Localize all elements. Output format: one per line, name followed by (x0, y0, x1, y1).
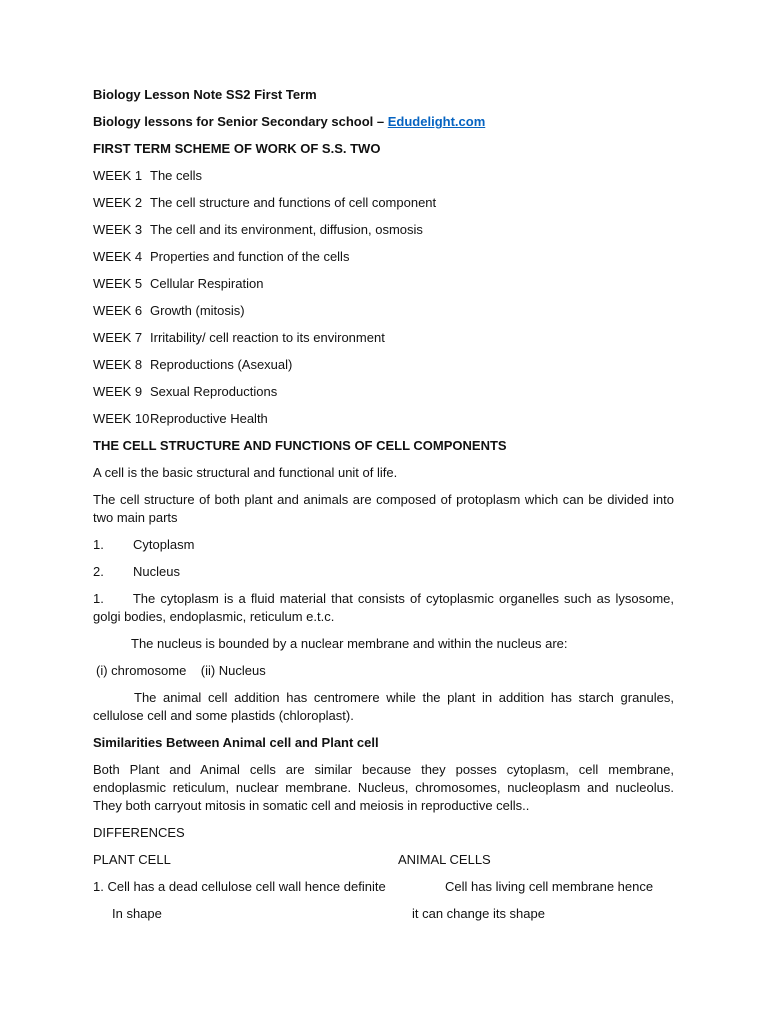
document-title: Biology Lesson Note SS2 First Term (93, 87, 317, 102)
week-topic: Sexual Reproductions (150, 384, 278, 399)
week-label: WEEK 1 (93, 168, 143, 183)
similarities-paragraph: Both Plant and Animal cells are similar because they posses cytoplasm, cell membrane, endoplasmic reticulum, nuclear membrane. Nucleus, chromosomes, nucleoplasm and nucleolus. They both carryout mitosis in somatic cell and meiosis in reproductive cells.. (93, 762, 674, 813)
week-topic: Cellular Respiration (150, 276, 264, 291)
week-label: WEEK 2 (93, 195, 143, 210)
structure-intro: The cell structure of both plant and animals are composed of protoplasm which can be divided into two main parts (93, 492, 674, 525)
plant-cell-difference: 1. Cell has a dead cellulose cell wall hence definite (93, 879, 386, 894)
subtitle-text: Biology lessons for Senior Secondary school – (93, 114, 388, 129)
week-topic: The cell and its environment, diffusion, osmosis (150, 222, 423, 237)
week-topic: Properties and function of the cells (150, 249, 350, 264)
animal-plant-paragraph: The animal cell addition has centromere while the plant in addition has starch granules, cellulose cell and some plastids (chloroplast). (93, 690, 674, 723)
week-row (93, 194, 674, 212)
differences-header-row (93, 851, 674, 869)
plant-cell-difference-continued: In shape (112, 906, 162, 921)
week-label: WEEK 9 (93, 384, 143, 399)
animal-cell-difference: Cell has living cell membrane hence (445, 879, 654, 894)
list-text: Nucleus (133, 564, 180, 579)
difference-row-continued (93, 905, 674, 923)
difference-row (93, 878, 674, 896)
week-label: WEEK 10 (93, 411, 150, 426)
week-row (93, 329, 674, 347)
week-label: WEEK 5 (93, 276, 143, 291)
cytoplasm-paragraph (93, 590, 674, 626)
list-text: Cytoplasm (133, 537, 195, 552)
scheme-list (93, 167, 674, 428)
document-subtitle (93, 113, 674, 131)
cell-definition: A cell is the basic structural and functional unit of life. (93, 465, 398, 480)
week-row (93, 383, 674, 401)
nucleus-items: (i) chromosome (ii) Nucleus (96, 663, 266, 678)
plant-cell-column-header: PLANT CELL (93, 852, 171, 867)
list-item (93, 536, 674, 554)
document-page (93, 86, 674, 923)
edudelight-link[interactable]: Edudelight.com (387, 114, 486, 129)
week-topic: Reproductive Health (150, 411, 268, 426)
week-row (93, 221, 674, 239)
cytoplasm-text: The cytoplasm is a fluid material that consists of cytoplasmic organelles such as lysosome, golgi bodies, endoplasmic, reticulum e.t.c. (93, 591, 674, 624)
week-topic: The cell structure and functions of cell component (150, 195, 437, 210)
similarities-heading: Similarities Between Animal cell and Plant cell (93, 735, 379, 750)
list-number: 1. (93, 537, 104, 552)
nucleus-paragraph: The nucleus is bounded by a nuclear membrane and within the nucleus are: (131, 636, 568, 651)
week-row (93, 356, 674, 374)
week-label: WEEK 4 (93, 249, 143, 264)
week-topic: Reproductions (Asexual) (150, 357, 293, 372)
week-label: WEEK 3 (93, 222, 143, 237)
week-row (93, 167, 674, 185)
week-topic: Irritability/ cell reaction to its environment (150, 330, 385, 345)
week-topic: Growth (mitosis) (150, 303, 245, 318)
week-label: WEEK 8 (93, 357, 143, 372)
week-row (93, 410, 674, 428)
animal-cell-column-header: ANIMAL CELLS (398, 852, 491, 867)
paragraph-number: 1. (93, 591, 104, 606)
animal-cell-difference-continued: it can change its shape (412, 906, 545, 921)
week-label: WEEK 7 (93, 330, 143, 345)
list-item (93, 563, 674, 581)
scheme-heading: FIRST TERM SCHEME OF WORK OF S.S. TWO (93, 141, 381, 156)
differences-heading: DIFFERENCES (93, 825, 185, 840)
week-row (93, 275, 674, 293)
week-topic: The cells (150, 168, 203, 183)
week-label: WEEK 6 (93, 303, 143, 318)
week-row (93, 302, 674, 320)
list-number: 2. (93, 564, 104, 579)
section-heading: THE CELL STRUCTURE AND FUNCTIONS OF CELL COMPONENTS (93, 438, 507, 453)
week-row (93, 248, 674, 266)
